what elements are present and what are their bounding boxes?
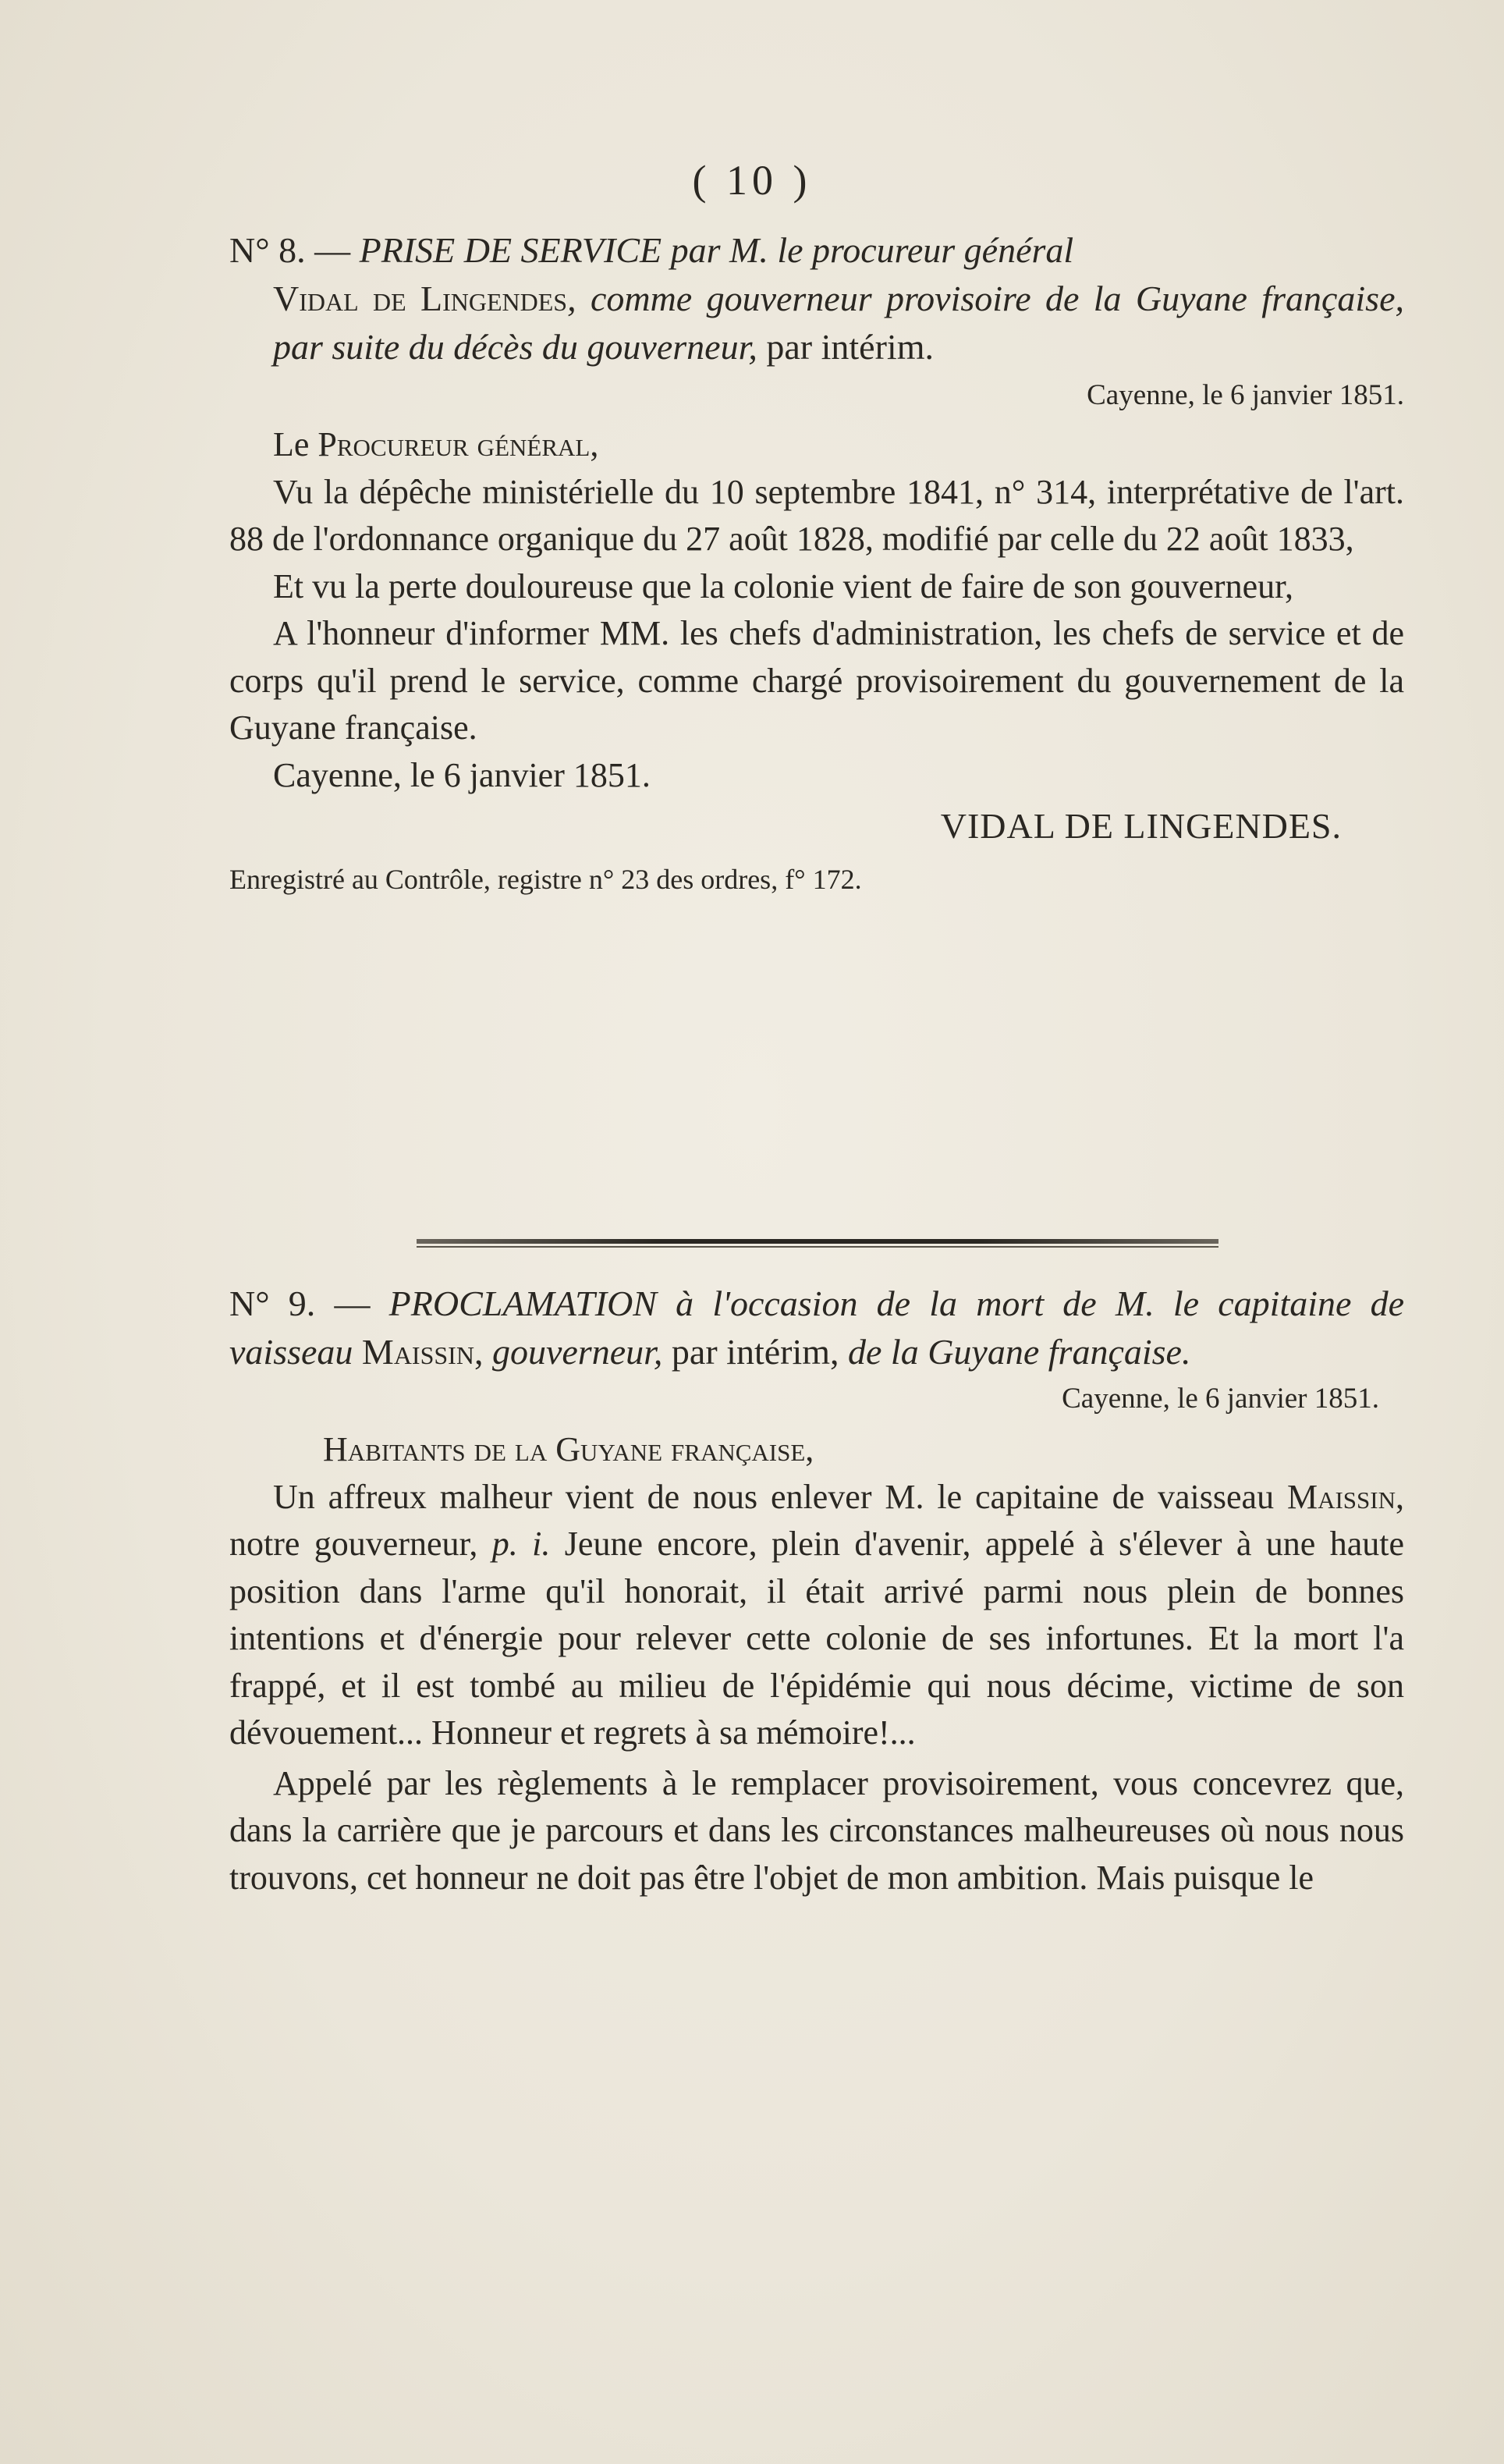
section-9-paragraph-1: Un affreux malheur vient de nous enlever M. le capitaine de vaisseau Maissin, notre gouverneur, p. i. Jeune encore, plein d'avenir, appelé à s'élever à une haute position dans l'arme qu'il honorait, il était arrivé parmi nous plein de bonnes intentions et d'énergie pour relever cette colonie de ses infortunes. Et la mort l'a frappé, et il est tombé au milieu de l'épidémie qui nous décime, victime de son dévouement... Honneur et regrets à sa mémoire!... <box>229 1477 1405 1752</box>
section-8-name: Vidal de Lingendes <box>273 279 568 318</box>
section-8-date: Cayenne, le 6 janvier 1851. <box>1087 379 1404 411</box>
section-9-number: N° 9. <box>229 1283 316 1323</box>
section-8-paragraph-3: A l'honneur d'informer MM. les chefs d'administration, les chefs de service et de corps qu'il prend le service, comme chargé provisoirement du gouvernement de la Guyane française. <box>229 614 1404 747</box>
section-8 <box>229 226 1404 898</box>
section-divider <box>417 1239 1218 1244</box>
registration-note: Enregistré au Contrôle, registre n° 23 des ordres, f° 172. <box>229 864 862 895</box>
page-number: ( 10 ) <box>692 157 812 204</box>
section-9-title: PROCLAMATION <box>388 1283 657 1323</box>
section-9-heading: N° 9. — PROCLAMATION à l'occasion de la mort de M. le capitaine de vaisseau Maissin, gouverneur, par intérim, de la Guyane française. <box>229 1283 1405 1372</box>
section-9-name: Maissin <box>361 1332 474 1372</box>
section-8-number: N° 8. <box>229 230 306 270</box>
section-9 <box>229 1280 1404 1901</box>
section-8-paragraph-2: Et vu la perte douloureuse que la colonie vient de faire de son gouverneur, <box>273 566 1293 605</box>
section-8-closing-date: Cayenne, le 6 janvier 1851. <box>273 755 651 794</box>
section-9-salutation: Habitants de la Guyane française, <box>323 1430 814 1468</box>
signature: VIDAL DE LINGENDES. <box>940 806 1342 846</box>
section-8-title: PRISE DE SERVICE <box>359 230 662 270</box>
section-9-date: Cayenne, le 6 janvier 1851. <box>1062 1383 1379 1415</box>
section-8-addressee: Le Procureur général, <box>273 425 599 463</box>
section-8-heading: N° 8. — PRISE DE SERVICE par M. le procureur général Vidal de Lingendes, comme gouverneur provisoire de la Guyane française, par suite du décès du gouverneur, par intérim. <box>229 230 1404 367</box>
section-9-paragraph-2: Appelé par les règlements à le remplacer provisoirement, vous concevrez que, dans la carrière que je parcours et dans les circonstances malheureuses où nous nous trouvons, cet honneur ne doit pas être l'objet de mon ambition. Mais puisque le <box>229 1763 1404 1897</box>
section-8-paragraph-1: Vu la dépêche ministérielle du 10 septembre 1841, n° 314, interprétative de l'art. 88 de l'ordonnance organique du 27 août 1828, modifié par celle du 22 août 1833, <box>229 472 1404 558</box>
